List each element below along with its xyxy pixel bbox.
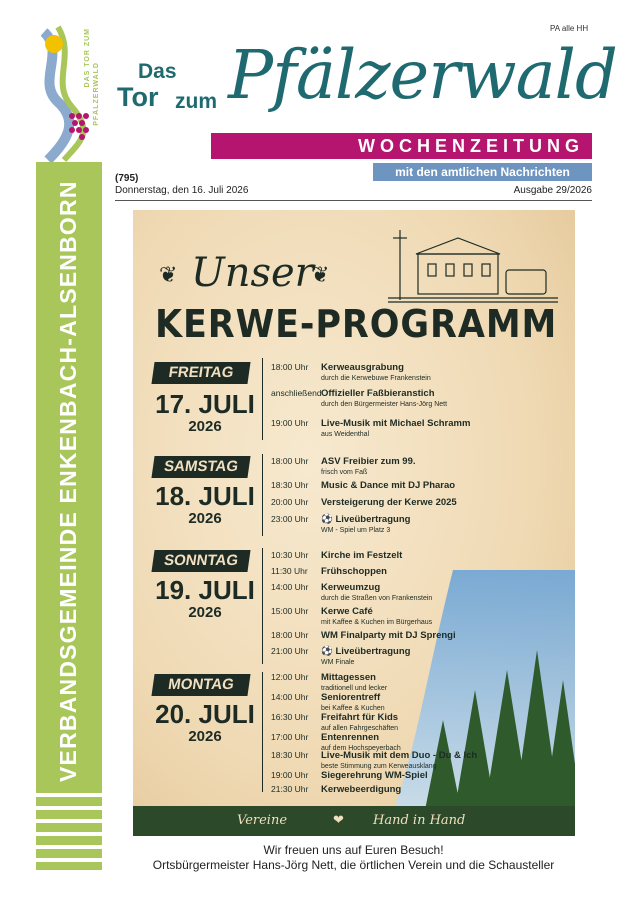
- edition-label: Ausgabe 29/2026: [513, 185, 592, 196]
- event-item: 18:30 Uhr Live-Musik mit dem Duo - Du & Ich beste Stimmung zum Kerweausklang: [271, 750, 478, 770]
- event-item: 14:00 Uhr Seniorentreff bei Kaffee & Kuchen: [271, 692, 385, 712]
- masthead-subtitle: WOCHENZEITUNG: [358, 136, 584, 156]
- event-item: 18:00 Uhr WM Finalparty mit DJ Sprengi: [271, 630, 456, 641]
- day-year-friday: 2026: [188, 418, 222, 435]
- heart-icon: ❤: [333, 812, 344, 827]
- day-divider: [262, 454, 263, 536]
- issue-number: (795): [115, 173, 139, 184]
- day-date-monday: 20. JULI: [155, 699, 255, 729]
- event-item: 15:00 Uhr Kerwe Café mit Kaffee & Kuchen im Bürgerhaus: [271, 606, 433, 626]
- pa-note: PA alle HH: [550, 24, 589, 33]
- day-year-monday: 2026: [188, 728, 222, 745]
- footer-hand-in-hand: Hand in Hand: [373, 813, 466, 828]
- event-item: 19:00 Uhr Live-Musik mit Michael Schramm aus Weidenthal: [271, 418, 471, 438]
- sidebar-stripe: [36, 858, 102, 862]
- day-divider: [262, 548, 263, 664]
- day-badge-friday: FREITAG: [151, 362, 250, 384]
- day-divider: [262, 358, 263, 440]
- sidebar-stripe: [36, 832, 102, 836]
- event-item: 21:00 Uhr ⚽ Liveübertragung WM Finale: [271, 646, 411, 666]
- masthead-zum: zum: [175, 90, 217, 113]
- masthead-tor: Tor: [117, 82, 159, 112]
- leaf-ornament-icon: ❦: [311, 262, 330, 287]
- event-item: 20:00 Uhr Versteigerung der Kerwe 2025: [271, 497, 457, 508]
- sidebar-stripe: [36, 819, 102, 823]
- day-divider: [262, 672, 263, 792]
- event-item: 16:30 Uhr Freifahrt für Kids auf allen Fahrgeschäften: [271, 712, 399, 732]
- closing-line-2: Ortsbürgermeister Hans-Jörg Nett, die örtlichen Verein und die Schausteller: [152, 858, 555, 872]
- kerwe-poster: [133, 210, 575, 836]
- day-date-saturday: 18. JULI: [155, 481, 255, 511]
- day-badge-sunday: SONNTAG: [151, 550, 250, 572]
- issue-date: Donnerstag, den 16. Juli 2026: [115, 185, 249, 196]
- day-badge-monday: MONTAG: [151, 674, 250, 696]
- event-item: 18:30 Uhr Music & Dance mit DJ Pharao: [271, 480, 456, 491]
- day-date-friday: 17. JULI: [155, 389, 255, 419]
- masthead-title: Pfälzerwald: [228, 36, 617, 114]
- event-item: 19:00 Uhr Siegerehrung WM-Spiel: [271, 770, 428, 781]
- logo-text-line-1: DAS TOR ZUM: [84, 28, 91, 88]
- masthead-tagline: mit den amtlichen Nachrichten: [395, 165, 570, 179]
- event-item: 21:30 Uhr Kerwebeerdigung: [271, 784, 402, 795]
- sidebar-vertical-title: VERBANDSGEMEINDE ENKENBACH-ALSENBORN: [55, 180, 81, 782]
- day-date-sunday: 19. JULI: [155, 575, 255, 605]
- event-item: 18:00 Uhr Kerweausgrabung durch die Kerwebuwe Frankenstein: [271, 362, 431, 382]
- event-item: 17:00 Uhr Entenrennen auf dem Hochspeyerbach: [271, 732, 401, 752]
- day-badge-saturday: SAMSTAG: [151, 456, 250, 478]
- logo-text-line-2: PFÄLZERWALD: [93, 62, 100, 126]
- poster-heading-script: Unser: [191, 250, 314, 296]
- station-illustration-icon: [388, 224, 558, 304]
- event-item: 12:00 Uhr Mittagessen traditionell und lecker: [271, 672, 388, 692]
- day-year-saturday: 2026: [188, 510, 222, 527]
- footer-vereine: Vereine: [237, 813, 288, 828]
- leaf-ornament-icon: ❦: [159, 262, 178, 287]
- closing-line-1: Wir freuen uns auf Euren Besuch!: [263, 843, 444, 857]
- newspaper-logo: [36, 22, 102, 162]
- masthead-divider: [115, 200, 592, 201]
- poster-heading: KERWE-PROGRAMM: [155, 302, 558, 346]
- sidebar-stripe: [36, 845, 102, 849]
- event-item: 14:00 Uhr Kerweumzug durch die Straßen von Frankenstein: [271, 582, 433, 602]
- sidebar-stripe: [36, 793, 102, 797]
- sidebar-stripe: [36, 806, 102, 810]
- poster-footer-band: [133, 806, 575, 836]
- event-item: anschließendOffizieller Faßbieranstich durch den Bürgermeister Hans-Jörg Nett: [271, 388, 448, 408]
- masthead-das: Das: [138, 60, 177, 83]
- event-item: 10:30 Uhr Kirche im Festzelt: [271, 550, 403, 561]
- event-item: 23:00 Uhr ⚽ Liveübertragung WM - Spiel um Platz 3: [271, 514, 411, 534]
- event-item: 18:00 Uhr ASV Freibier zum 99. frisch vom Faß: [271, 456, 416, 476]
- event-item: 11:30 Uhr Frühschoppen: [271, 566, 387, 577]
- day-year-sunday: 2026: [188, 604, 222, 621]
